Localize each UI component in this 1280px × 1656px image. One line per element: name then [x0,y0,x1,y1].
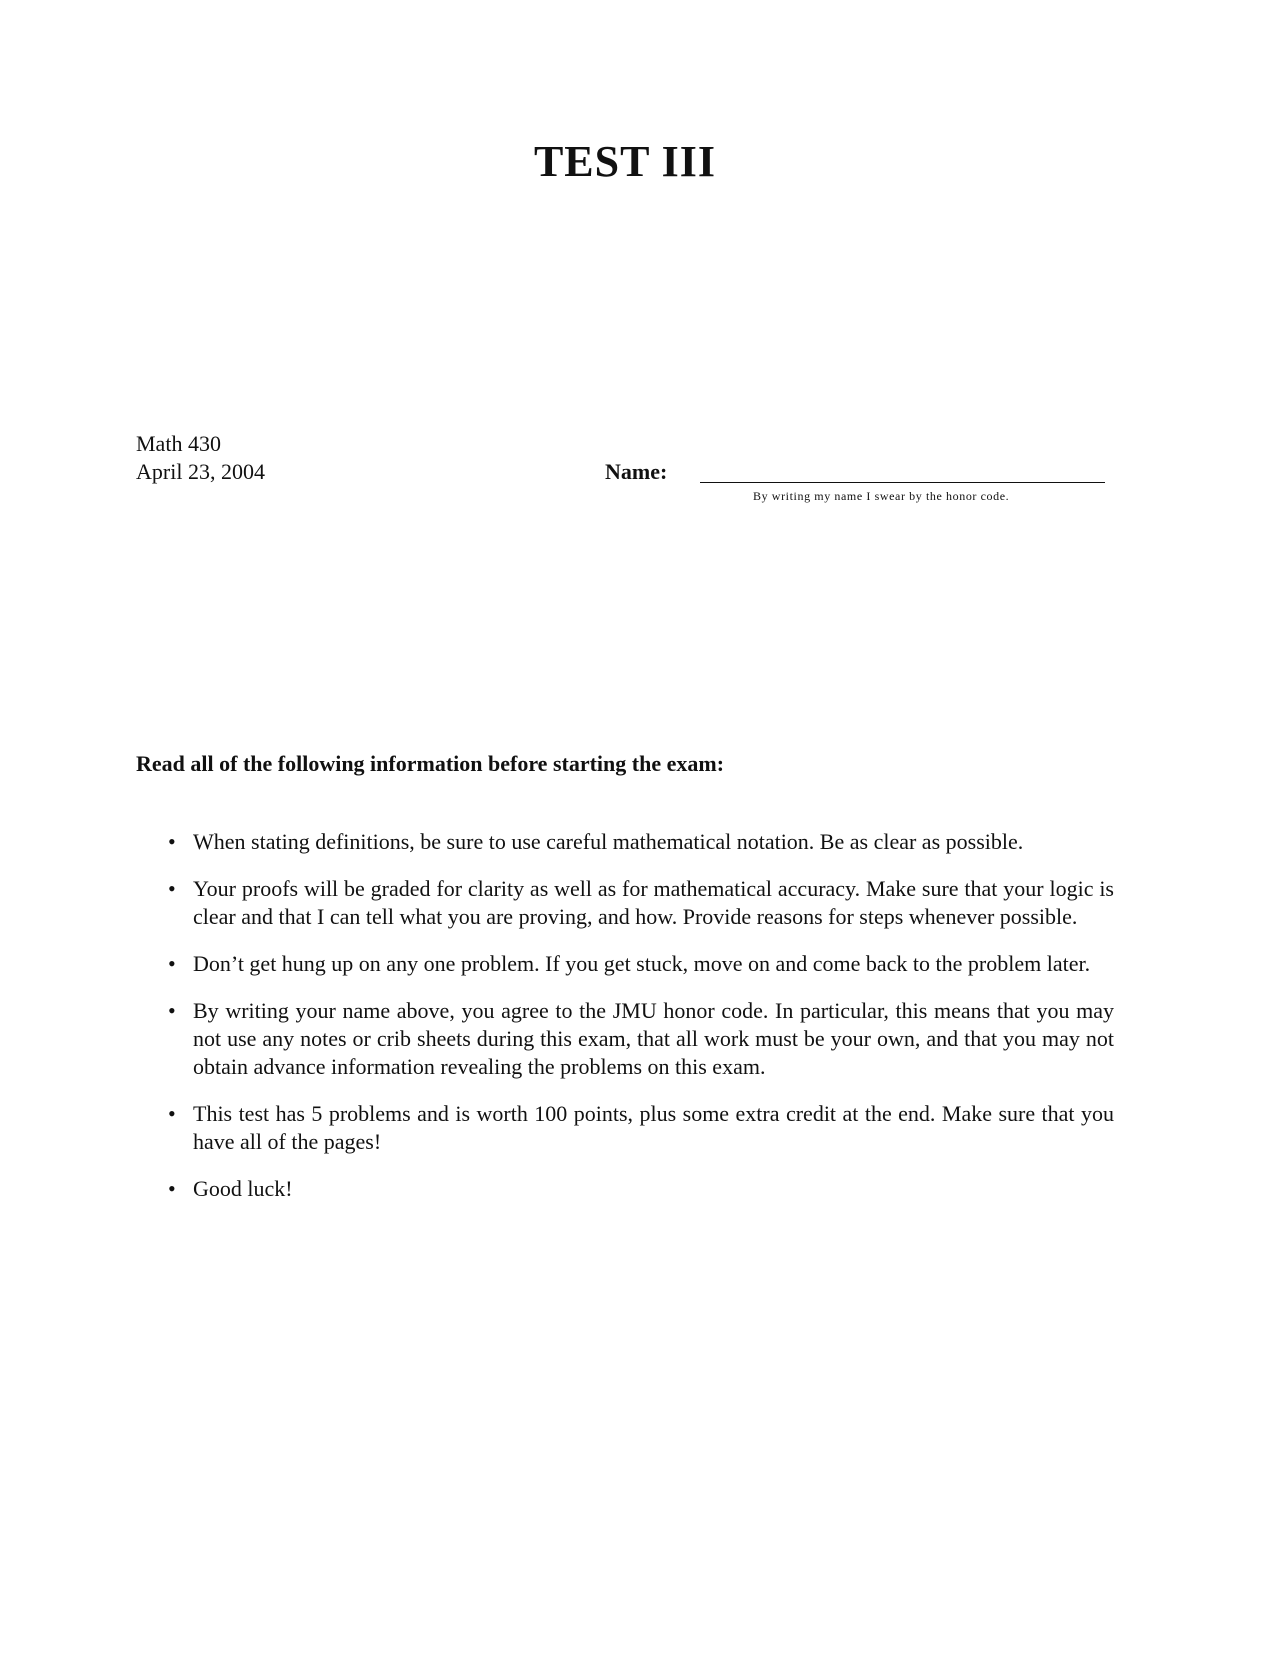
bullet-icon: • [168,1176,176,1201]
list-item [160,950,1114,978]
honor-code-note: By writing my name I swear by the honor code. [753,489,1010,503]
instruction-text: When stating definitions, be sure to use careful mathematical notation. Be as clear as possible. [193,829,1024,854]
bullet-icon: • [168,1101,176,1126]
bullet-icon: • [168,951,176,976]
name-label: Name: [605,459,668,484]
instructions-list [160,828,1114,1222]
instruction-text: This test has 5 problems and is worth 100 points, plus some extra credit at the end. Make sure that you have all of the pages! [193,1101,1114,1154]
instruction-text: Your proofs will be graded for clarity as well as for mathematical accuracy. Make sure that your logic is clear and that I can tell what you are proving, and how. Provide reasons for steps whenever possible. [193,876,1114,929]
page-title: TEST III [533,137,717,186]
bullet-icon: • [168,998,176,1023]
exam-date: April 23, 2004 [136,459,265,484]
bullet-icon: • [168,829,176,854]
instruction-text: By writing your name above, you agree to the JMU honor code. In particular, this means that you may not use any notes or crib sheets during this exam, that all work must be your own, and that you may not obtain advance information revealing the problems on this exam. [193,998,1114,1079]
instruction-text: Don’t get hung up on any one problem. If you get stuck, move on and come back to the problem later. [193,951,1091,976]
course-name: Math 430 [136,431,221,456]
name-signature-line[interactable] [700,482,1105,483]
list-item [160,875,1114,931]
list-item [160,1100,1114,1156]
list-item [160,828,1114,856]
course-info [136,430,265,486]
name-field [605,458,1105,518]
bullet-icon: • [168,876,176,901]
instructions-heading: Read all of the following information before starting the exam: [136,751,725,776]
list-item [160,997,1114,1081]
list-item [160,1175,1114,1203]
instruction-text: Good luck! [193,1176,293,1201]
